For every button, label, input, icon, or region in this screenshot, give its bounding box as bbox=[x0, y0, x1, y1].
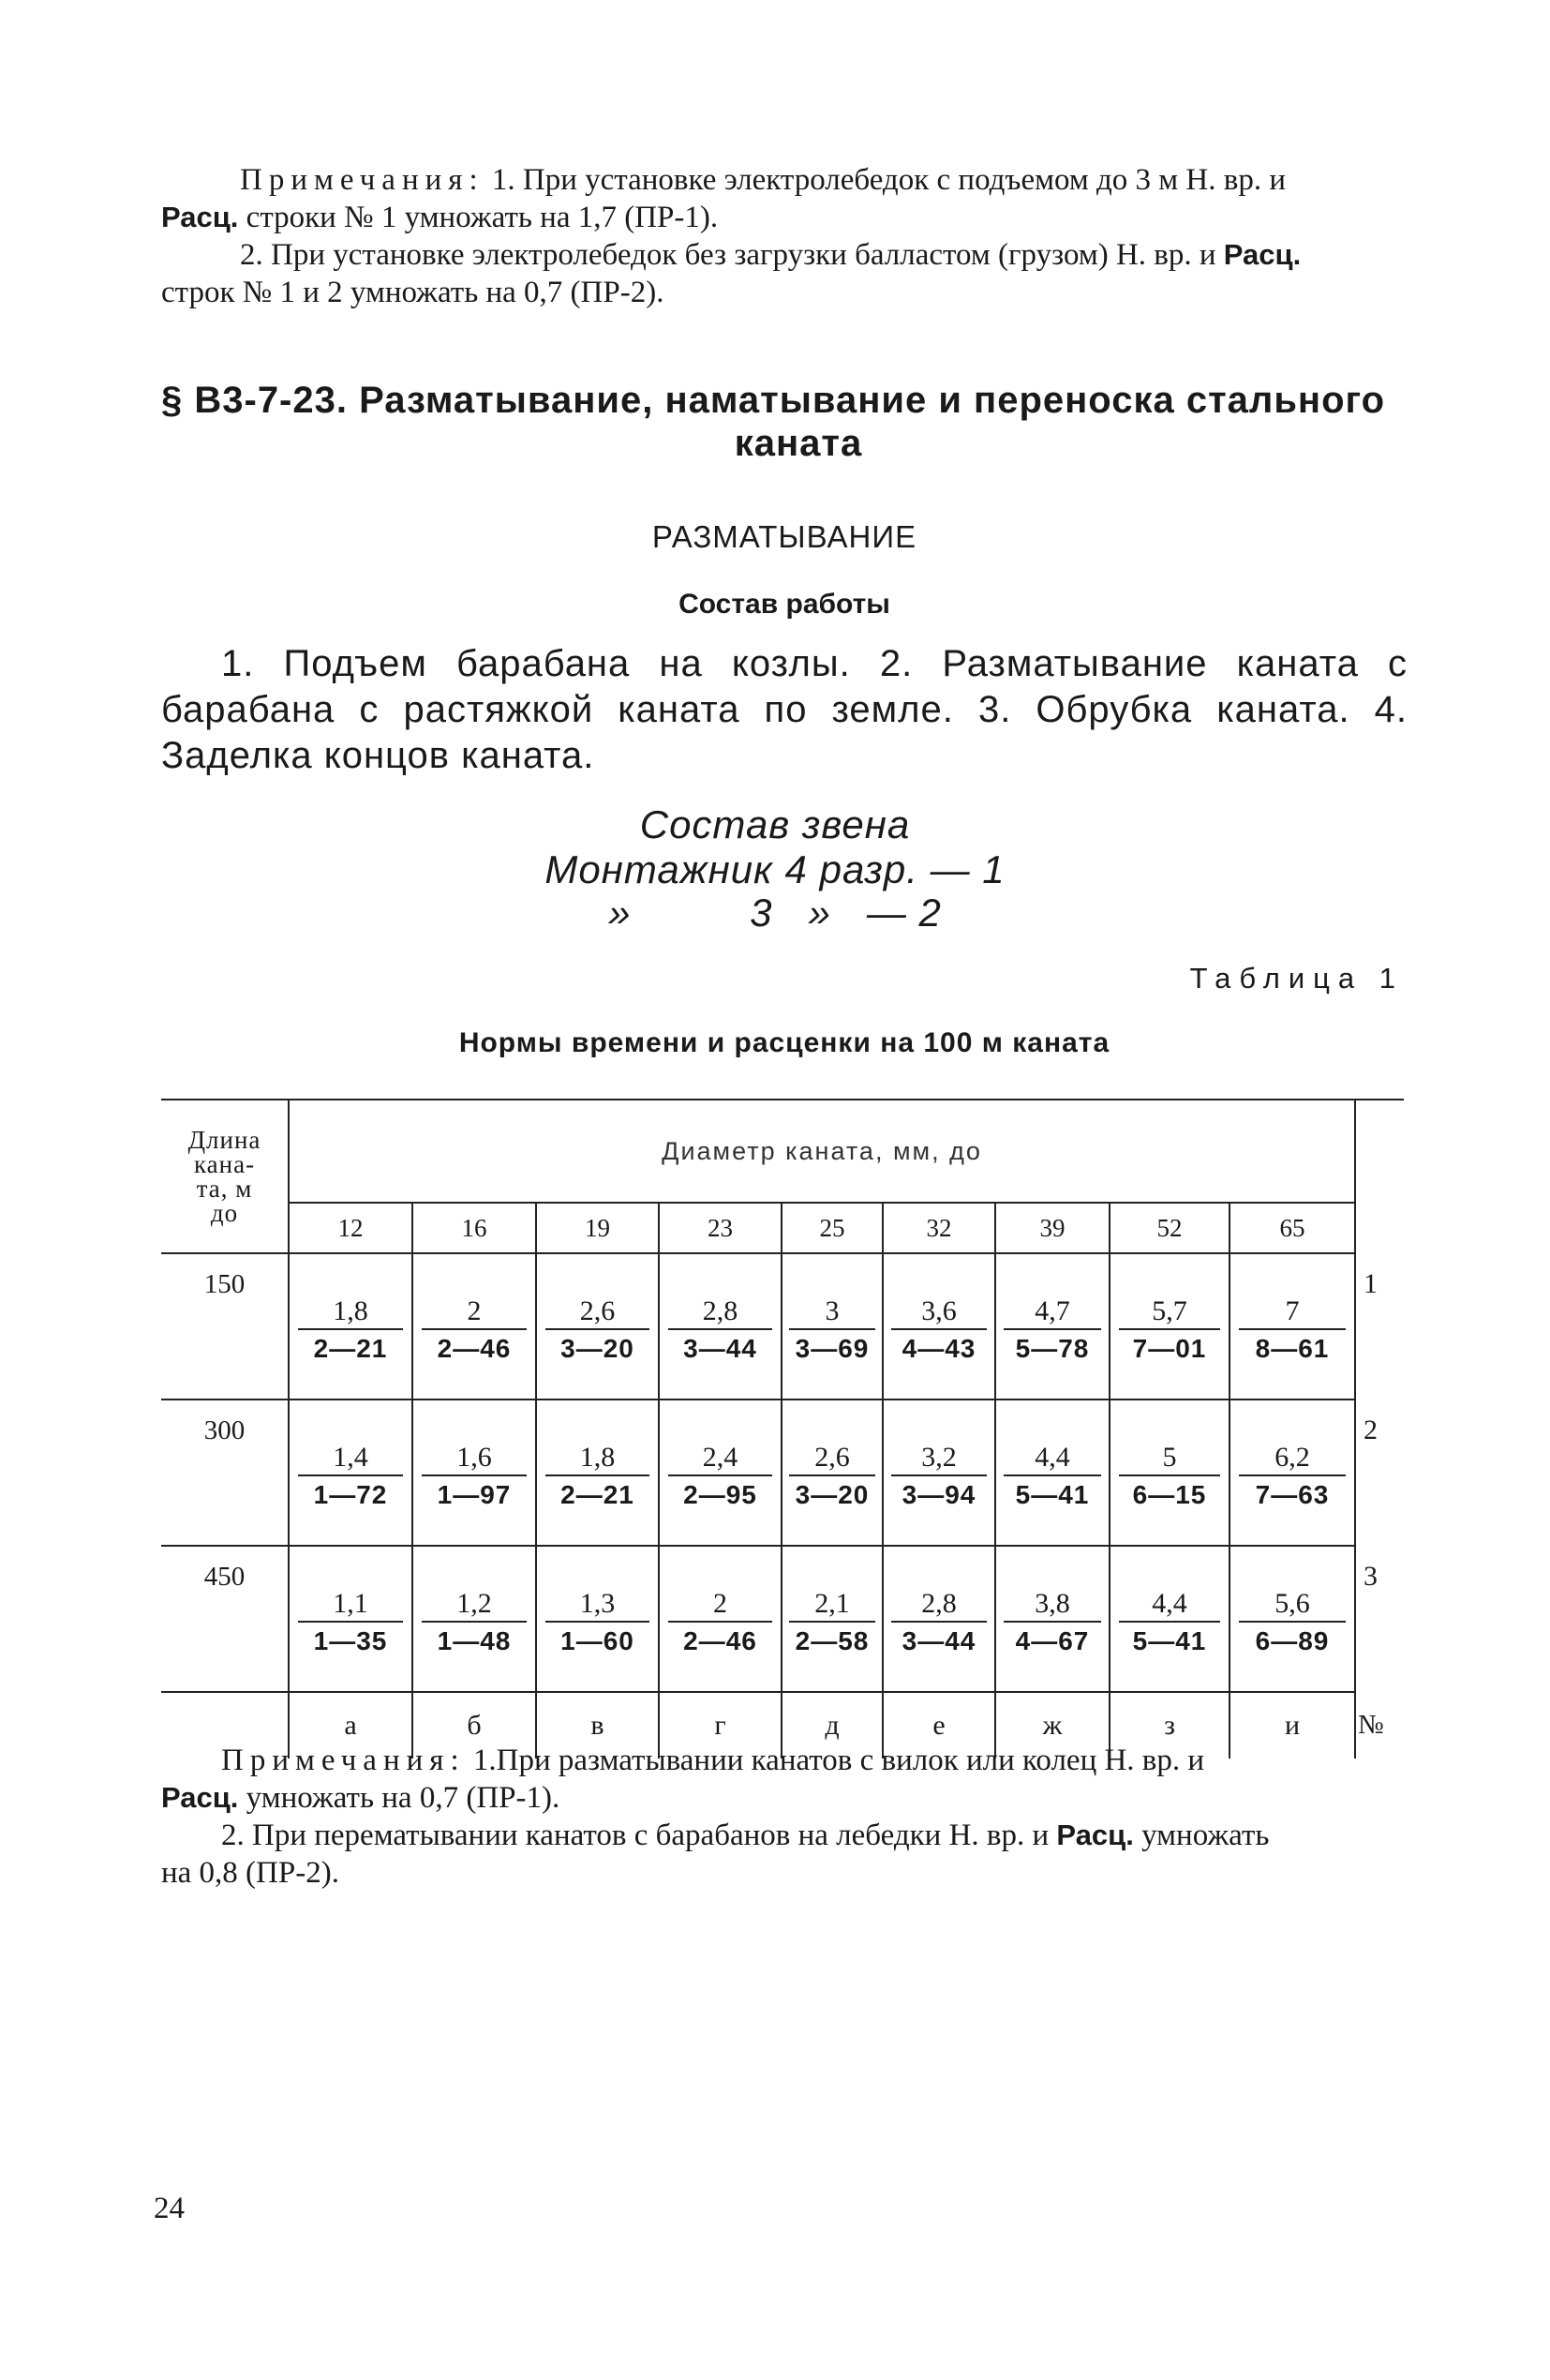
time-norm: 3,8 bbox=[1004, 1587, 1100, 1623]
rate: 1—97 bbox=[437, 1480, 512, 1509]
rate: 1—35 bbox=[313, 1626, 388, 1655]
value-cell bbox=[782, 1546, 883, 1692]
value-cell bbox=[1110, 1253, 1230, 1400]
rate: 5—41 bbox=[1015, 1480, 1090, 1509]
section-title-line2: каната bbox=[734, 423, 863, 464]
table-caption: Нормы времени и расценки на 100 м каната bbox=[458, 1027, 1110, 1058]
diameter-cell: 52 bbox=[1110, 1203, 1230, 1253]
diameter-cell: 23 bbox=[659, 1203, 782, 1253]
diameter-cell: 19 bbox=[536, 1203, 659, 1253]
value-cell bbox=[1110, 1546, 1230, 1692]
time-norm: 1,3 bbox=[545, 1587, 649, 1623]
note-bottom-2-bold: Расц. bbox=[1056, 1819, 1134, 1851]
value-cell bbox=[412, 1253, 536, 1400]
rate: 3—94 bbox=[902, 1480, 976, 1509]
time-norm: 5,6 bbox=[1239, 1587, 1346, 1623]
length-cell: 150 bbox=[161, 1253, 289, 1400]
value-cell bbox=[995, 1253, 1110, 1400]
value-cell bbox=[536, 1253, 659, 1400]
page-number: 24 bbox=[154, 2192, 185, 2225]
note-bottom-2-tail: умножать bbox=[1141, 1819, 1270, 1852]
length-cell: 450 bbox=[161, 1546, 289, 1692]
note-top-2 bbox=[161, 236, 1408, 311]
header-spacer bbox=[1355, 1100, 1404, 1203]
diameter-cell: 25 bbox=[782, 1203, 883, 1253]
work-composition-heading: Состав работы bbox=[678, 589, 890, 620]
value-cell bbox=[289, 1400, 412, 1546]
note-bottom-2 bbox=[161, 1817, 1408, 1892]
section-title bbox=[161, 379, 1408, 465]
rate: 1—48 bbox=[437, 1626, 512, 1655]
time-norm: 1,8 bbox=[545, 1441, 649, 1476]
note-top-1 bbox=[161, 161, 1408, 236]
length-cell: 300 bbox=[161, 1400, 289, 1546]
section-title-line1: § В3-7-23. Разматывание, наматывание и переноска стального bbox=[161, 380, 1386, 421]
section-subtitle: РАЗМАТЫВАНИЕ bbox=[651, 519, 917, 554]
rate: 4—67 bbox=[1015, 1626, 1090, 1655]
time-norm: 1,1 bbox=[298, 1587, 403, 1623]
notes-bottom-label: Примечания: bbox=[221, 1744, 466, 1777]
rate: 3—44 bbox=[902, 1626, 976, 1655]
column-letter: в bbox=[536, 1692, 659, 1759]
length-header-line: та, м bbox=[196, 1175, 253, 1203]
rate: 7—63 bbox=[1255, 1480, 1330, 1509]
rate: 3—69 bbox=[795, 1334, 870, 1363]
value-cell bbox=[289, 1546, 412, 1692]
value-cell bbox=[995, 1546, 1110, 1692]
value-cell bbox=[536, 1546, 659, 1692]
crew-line-1-text: Монтажник 4 разр. — 1 bbox=[544, 847, 1006, 891]
rate: 8—61 bbox=[1255, 1334, 1330, 1363]
rate: 5—78 bbox=[1015, 1334, 1090, 1363]
column-letter: а bbox=[289, 1692, 412, 1759]
time-norm: 4,4 bbox=[1004, 1441, 1100, 1476]
note-top-1-text-a: 1. При установке электролебедок с подъемом до 3 м Н. вр. и bbox=[491, 163, 1286, 197]
diameter-header: Диаметр каната, мм, до bbox=[289, 1100, 1355, 1203]
time-norm: 2 bbox=[422, 1295, 527, 1330]
time-norm: 1,8 bbox=[298, 1295, 403, 1330]
time-norm: 3,2 bbox=[891, 1441, 986, 1476]
value-cell bbox=[1110, 1400, 1230, 1546]
rate: 2—58 bbox=[795, 1626, 870, 1655]
value-cell bbox=[412, 1400, 536, 1546]
work-composition-text: 1. Подъем барабана на козлы. 2. Разматывание каната с барабана с растяжкой каната по земле. 3. Обрубка каната. 4. Заделка концов каната. bbox=[161, 643, 1408, 776]
length-header-line: до bbox=[210, 1199, 239, 1227]
rate: 6—15 bbox=[1132, 1480, 1207, 1509]
note-top-2-text-b: строк № 1 и 2 умножать на 0,7 (ПР-2). bbox=[161, 276, 664, 309]
crew-line-1 bbox=[0, 847, 1550, 892]
time-norm: 4,7 bbox=[1004, 1295, 1100, 1330]
value-cell bbox=[782, 1253, 883, 1400]
time-norm: 1,4 bbox=[298, 1441, 403, 1476]
number-mark: № bbox=[1358, 1710, 1384, 1740]
rate: 5—41 bbox=[1132, 1626, 1207, 1655]
column-letter: е bbox=[883, 1692, 995, 1759]
header-spacer bbox=[1355, 1203, 1404, 1253]
value-cell bbox=[659, 1546, 782, 1692]
time-norm: 2,1 bbox=[789, 1587, 874, 1623]
rate: 3—44 bbox=[683, 1334, 757, 1363]
crew-line-2 bbox=[0, 891, 1550, 936]
crew-line-2-text: » 3 » — 2 bbox=[608, 891, 942, 935]
time-norm: 7 bbox=[1239, 1295, 1346, 1330]
value-cell bbox=[1230, 1253, 1355, 1400]
diameter-cell: 65 bbox=[1230, 1203, 1355, 1253]
value-cell bbox=[782, 1400, 883, 1546]
rate: 2—21 bbox=[313, 1334, 388, 1363]
row-number: 3 bbox=[1355, 1546, 1404, 1692]
rate: 3—20 bbox=[560, 1334, 634, 1363]
note-bottom-2-text-b: на 0,8 (ПР-2). bbox=[161, 1856, 339, 1890]
time-norm: 1,6 bbox=[422, 1441, 527, 1476]
length-header-line: Длина bbox=[187, 1126, 261, 1154]
rate: 7—01 bbox=[1132, 1334, 1207, 1363]
table-label: Таблица 1 bbox=[1189, 962, 1404, 995]
norms-table bbox=[161, 1099, 1404, 1759]
value-cell bbox=[289, 1253, 412, 1400]
time-norm: 2,6 bbox=[789, 1441, 874, 1476]
value-cell bbox=[883, 1400, 995, 1546]
notes-top-label: Примечания: bbox=[240, 163, 484, 197]
note-bottom-1-text-a: 1.При разматывании канатов с вилок или колец Н. вр. и bbox=[472, 1744, 1205, 1777]
rate: 1—60 bbox=[560, 1626, 634, 1655]
time-norm: 5,7 bbox=[1119, 1295, 1220, 1330]
time-norm: 2 bbox=[668, 1587, 772, 1623]
time-norm: 3,6 bbox=[891, 1295, 986, 1330]
notes-top bbox=[161, 161, 1408, 311]
crew-title: Состав звена bbox=[639, 802, 911, 846]
note-bottom-1-text-b: умножать на 0,7 (ПР-1). bbox=[246, 1781, 560, 1815]
rate: 6—89 bbox=[1255, 1626, 1330, 1655]
rate: 2—46 bbox=[683, 1626, 757, 1655]
note-bottom-1 bbox=[161, 1742, 1408, 1817]
value-cell bbox=[995, 1400, 1110, 1546]
rate: 4—43 bbox=[902, 1334, 976, 1363]
note-top-1-bold: Расц. bbox=[161, 201, 239, 233]
time-norm: 2,4 bbox=[668, 1441, 772, 1476]
value-cell bbox=[659, 1253, 782, 1400]
table-row bbox=[161, 1400, 1404, 1546]
rate: 2—95 bbox=[683, 1480, 757, 1509]
length-header-line: кана- bbox=[193, 1150, 256, 1178]
notes-bottom bbox=[161, 1742, 1408, 1892]
diameter-cell: 16 bbox=[412, 1203, 536, 1253]
time-norm: 1,2 bbox=[422, 1587, 527, 1623]
value-cell bbox=[1230, 1546, 1355, 1692]
table-row bbox=[161, 1253, 1404, 1400]
time-norm: 3 bbox=[789, 1295, 874, 1330]
value-cell bbox=[883, 1546, 995, 1692]
note-top-2-text-a: 2. При установке электролебедок без загрузки балластом (грузом) Н. вр. и bbox=[240, 238, 1216, 272]
value-cell bbox=[536, 1400, 659, 1546]
column-letter: д bbox=[782, 1692, 883, 1759]
length-header bbox=[161, 1100, 289, 1253]
row-number: 1 bbox=[1355, 1253, 1404, 1400]
note-bottom-1-bold: Расц. bbox=[161, 1781, 239, 1814]
column-letter: з bbox=[1110, 1692, 1230, 1759]
diameter-cell: 32 bbox=[883, 1203, 995, 1253]
note-top-1-text-b: строки № 1 умножать на 1,7 (ПР-1). bbox=[246, 201, 719, 234]
time-norm: 4,4 bbox=[1119, 1587, 1220, 1623]
table-row bbox=[161, 1546, 1404, 1692]
value-cell bbox=[412, 1546, 536, 1692]
row-number: 2 bbox=[1355, 1400, 1404, 1546]
value-cell bbox=[1230, 1400, 1355, 1546]
diameter-cell: 12 bbox=[289, 1203, 412, 1253]
column-letter: ж bbox=[995, 1692, 1110, 1759]
rate: 2—46 bbox=[437, 1334, 512, 1363]
time-norm: 2,8 bbox=[891, 1587, 986, 1623]
value-cell bbox=[659, 1400, 782, 1546]
time-norm: 5 bbox=[1119, 1441, 1220, 1476]
rate: 1—72 bbox=[313, 1480, 388, 1509]
column-letter: г bbox=[659, 1692, 782, 1759]
time-norm: 2,6 bbox=[545, 1295, 649, 1330]
value-cell bbox=[883, 1253, 995, 1400]
note-top-2-bold: Расц. bbox=[1223, 238, 1302, 271]
column-letter: б bbox=[412, 1692, 536, 1759]
time-norm: 6,2 bbox=[1239, 1441, 1346, 1476]
rate: 2—21 bbox=[560, 1480, 634, 1509]
time-norm: 2,8 bbox=[668, 1295, 772, 1330]
note-bottom-2-text-a: 2. При перематывании канатов с барабанов на лебедки Н. вр. и bbox=[221, 1819, 1050, 1852]
column-letter: и bbox=[1230, 1692, 1355, 1759]
diameter-cell: 39 bbox=[995, 1203, 1110, 1253]
rate: 3—20 bbox=[795, 1480, 870, 1509]
